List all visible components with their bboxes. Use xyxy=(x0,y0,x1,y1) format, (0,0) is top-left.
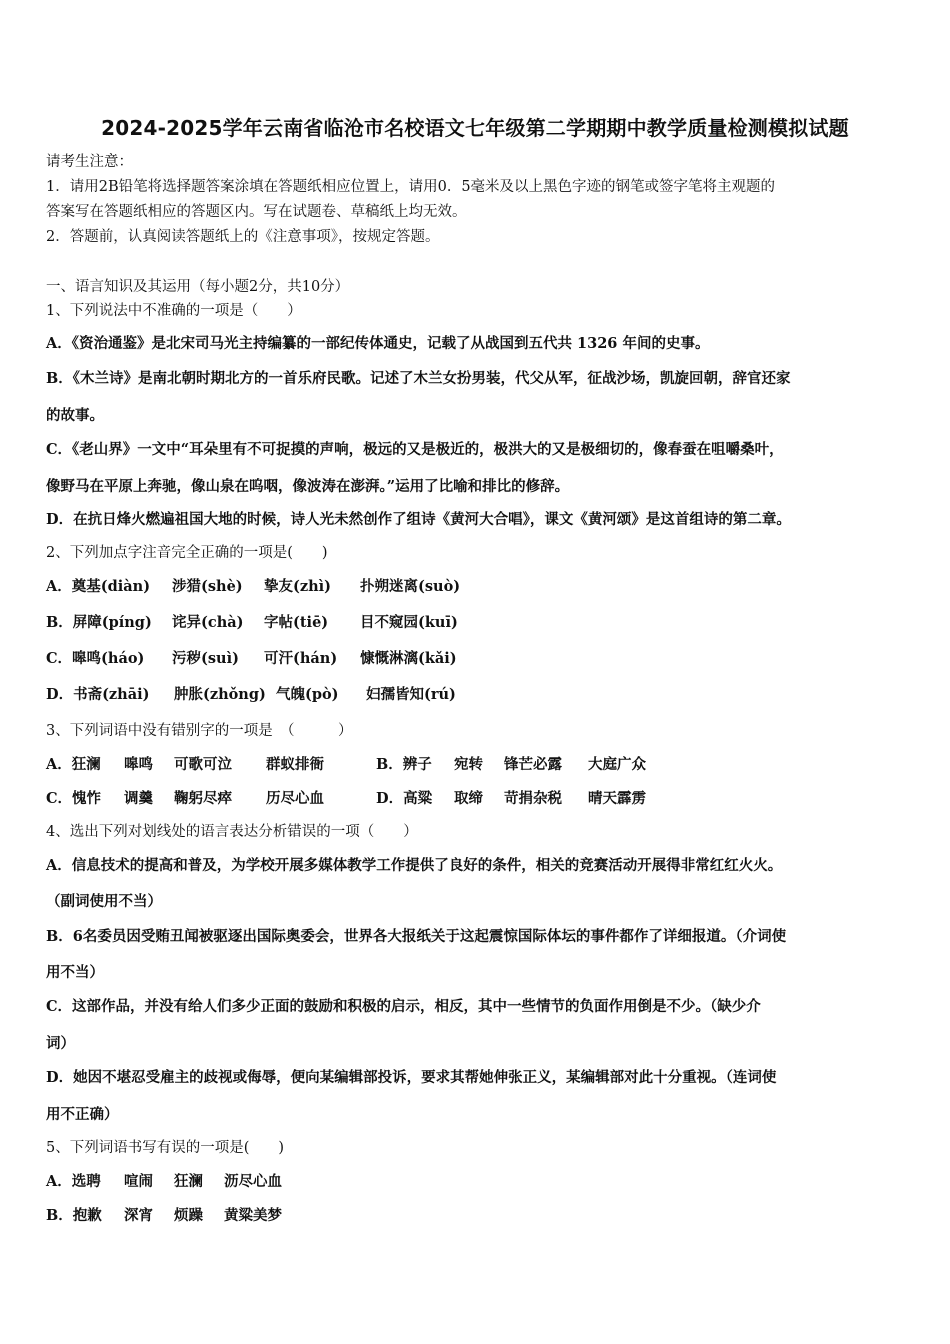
q3-b-word-1: B．辨子 xyxy=(376,756,432,773)
q2-c-word-2: 污秽(suì) xyxy=(172,650,239,667)
q3-b-word-2: 宛转 xyxy=(454,756,483,773)
question-1-stem: 1、下列说法中不准确的一项是（ ） xyxy=(46,303,302,319)
q3-c-word-2: 调羹 xyxy=(124,790,153,807)
question-3-stem: 3、下列词语中没有错别字的一项是 （ ） xyxy=(46,723,353,739)
question-5-stem: 5、下列词语书写有误的一项是( ) xyxy=(46,1140,285,1156)
q2-a-word-2: 涉猎(shè) xyxy=(172,578,243,595)
q2-a-word-3: 挚友(zhì) xyxy=(264,578,332,595)
q3-d-word-3: 苛捐杂税 xyxy=(504,790,562,807)
page-title: 2024-2025学年云南省临沧市名校语文七年级第二学期期中教学质量检测模拟试题 xyxy=(101,116,849,140)
question-4-option-b-line-2: 用不当） xyxy=(46,964,104,981)
question-2-stem: 2、下列加点字注音完全正确的一项是( ) xyxy=(46,545,328,561)
notice-item-1-line-1: 1．请用2B铅笔将选择题答案涂填在答题纸相应位置上，请用0．5毫米及以上黑色字迹的钢笔或签字笔将主观题的 xyxy=(46,179,776,195)
question-4-option-d-line-1: D．她因不堪忍受雇主的歧视或侮辱，便向某编辑部投诉，要求其帮她伸张正义，某编辑部对此十分重视。（连词使 xyxy=(46,1069,777,1086)
q2-d-word-3: 气魄(pò) xyxy=(276,686,339,703)
question-1-option-a: A．《资治通鉴》是北宋司马光主持编纂的一部纪传体通史，记载了从战国到五代共 1326 年间的史事。 xyxy=(46,335,710,352)
q5-b-word-4: 黄粱美梦 xyxy=(224,1207,282,1224)
question-2-option-d xyxy=(46,685,456,705)
q3-a-word-2: 嗥鸣 xyxy=(124,756,153,773)
question-2-option-a xyxy=(46,577,460,597)
notice-item-1-line-2: 答案写在答题纸相应的答题区内。写在试题卷、草稿纸上均无效。 xyxy=(46,204,467,220)
q3-c-word-4: 历尽心血 xyxy=(266,790,324,807)
q5-a-word-3: 狂澜 xyxy=(174,1173,203,1190)
q2-b-word-3: 字帖(tiē) xyxy=(264,614,329,631)
q3-a-word-4: 群蚁排衙 xyxy=(266,756,324,773)
notice-item-2: 2．答题前，认真阅读答题纸上的《注意事项》，按规定答题。 xyxy=(46,229,440,245)
q3-c-word-1: C．愧怍 xyxy=(46,790,102,807)
q5-b-word-2: 深宵 xyxy=(124,1207,153,1224)
section-heading: 一、语言知识及其运用（每小题2分，共10分） xyxy=(46,279,350,295)
question-5-option-b xyxy=(46,1206,282,1226)
q3-a-word-1: A．狂澜 xyxy=(46,756,101,773)
q5-b-word-1: B．抱歉 xyxy=(46,1207,102,1224)
question-4-option-a-line-2: （副词使用不当） xyxy=(46,893,162,910)
question-5-option-a xyxy=(46,1172,282,1192)
q3-d-word-4: 晴天霹雳 xyxy=(588,790,646,807)
q2-a-word-4: 扑朔迷离(suò) xyxy=(360,578,461,595)
question-1-option-d: D．在抗日烽火燃遍祖国大地的时候，诗人光未然创作了组诗《黄河大合唱》，课文《黄河颂》是这首组诗的第二章。 xyxy=(46,511,791,528)
q2-b-word-4: 目不窥园(kuī) xyxy=(360,614,458,631)
q2-c-word-3: 可汗(hán) xyxy=(264,650,338,667)
question-1-option-b-line-2: 的故事。 xyxy=(46,407,104,424)
q5-a-word-2: 喧闹 xyxy=(124,1173,153,1190)
q2-d-word-4: 妇孺皆知(rú) xyxy=(366,686,456,703)
q3-d-word-2: 取缔 xyxy=(454,790,483,807)
question-1-option-c-line-2: 像野马在平原上奔驰，像山泉在呜咽，像波涛在澎湃。”运用了比喻和排比的修辞。 xyxy=(46,478,570,495)
q3-d-word-1: D．高粱 xyxy=(376,790,433,807)
q2-d-word-1: D．书斋(zhāi) xyxy=(46,686,150,703)
q5-a-word-4: 沥尽心血 xyxy=(224,1173,282,1190)
question-4-stem: 4、选出下列对划线处的语言表达分析错误的一项（ ） xyxy=(46,824,418,840)
question-2-option-c xyxy=(46,649,457,669)
q5-b-word-3: 烦躁 xyxy=(174,1207,203,1224)
question-4-option-d-line-2: 用不正确） xyxy=(46,1106,119,1123)
question-4-option-c-line-1: C．这部作品，并没有给人们多少正面的鼓励和积极的启示，相反，其中一些情节的负面作用倒是不少。（缺少介 xyxy=(46,998,761,1015)
notice-heading: 请考生注意： xyxy=(46,154,133,170)
question-1-option-b-line-1: B．《木兰诗》是南北朝时期北方的一首乐府民歌。记述了木兰女扮男装，代父从军，征战沙场，凯旋回朝，辞官还家 xyxy=(46,370,791,387)
q2-b-word-1: B．屏障(píng) xyxy=(46,614,152,631)
q3-b-word-4: 大庭广众 xyxy=(588,756,646,773)
q2-c-word-1: C．嗥鸣(háo) xyxy=(46,650,145,667)
q2-c-word-4: 慷慨淋漓(kǎi) xyxy=(360,650,457,667)
q5-a-word-1: A．选聘 xyxy=(46,1173,101,1190)
question-4-option-c-line-2: 词） xyxy=(46,1035,75,1052)
question-1-option-c-line-1: C．《老山界》一文中“耳朵里有不可捉摸的声响，极远的又是极近的，极洪大的又是极细切的，像春蚕在咀嚼桑叶， xyxy=(46,441,784,458)
question-4-option-a-line-1: A．信息技术的提高和普及，为学校开展多媒体教学工作提供了良好的条件，相关的竞赛活动开展得非常红红火火。 xyxy=(46,857,783,874)
q2-a-word-1: A．奠基(diàn) xyxy=(46,578,151,595)
question-3-row-1 xyxy=(46,755,646,775)
q3-a-word-3: 可歌可泣 xyxy=(174,756,232,773)
q2-b-word-2: 诧异(chà) xyxy=(172,614,244,631)
question-3-row-2 xyxy=(46,789,646,809)
q3-c-word-3: 鞠躬尽瘁 xyxy=(174,790,232,807)
question-2-option-b xyxy=(46,613,458,633)
question-4-option-b-line-1: B．6名委员因受贿丑闻被驱逐出国际奥委会，世界各大报纸关于这起震惊国际体坛的事件都作了详细报道。（介词使 xyxy=(46,928,787,945)
q2-d-word-2: 肿胀(zhǒng) xyxy=(174,686,266,703)
q3-b-word-3: 锋芒必露 xyxy=(504,756,562,773)
